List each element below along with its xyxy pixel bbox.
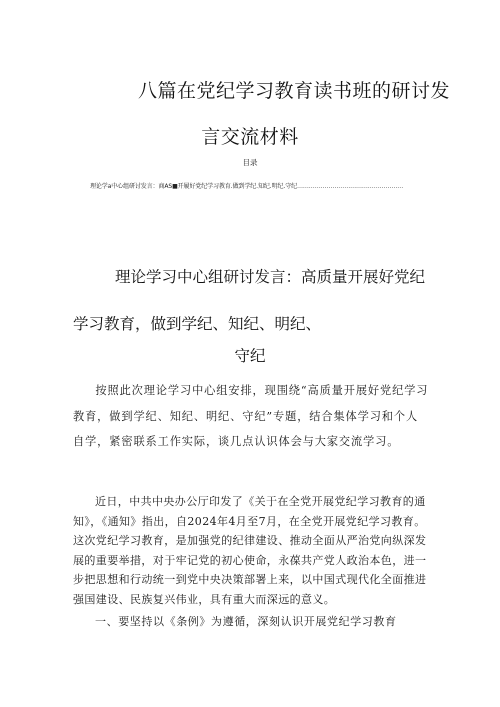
paragraph-point-one: 一、要坚持以《条例》为遵循，深刻认识开展党纪学习教育	[95, 615, 397, 628]
document-title-line-2: 言交流材料	[201, 126, 299, 148]
paragraph-body: 近日，中共中央办公厅印发了《关于在全党开展党纪学习教育的通知》，《通知》指出，自2024年4月至7月，在全党开展党纪学习教育。这次党纪学习教育，是加强党的纪律建设、推动全面从严治党向纵深发展的重要举措，对于牢记党的初心使命，永葆共产党人政治本色，进一步把思想和行动统一到党中央决策部署上来，以中国式现代化全面推进强国建设、民族复兴伟业，具有重大而深远的意义。	[73, 495, 427, 606]
section-title-line-2: 学习教育，做到学纪、知纪、明纪、	[73, 315, 322, 333]
toc-leader-dots: ………………………………………………	[297, 183, 404, 190]
paragraph-intro: 按照此次理论学习中心组安排，现围绕“高质量开展好党纪学习教育，做到学纪、知纪、明纪、守纪”专题，结合集体学习和个人自学，紧密联系工作实际，谈几点认识体会与大家交流学习。	[73, 384, 429, 448]
section-title-line-1: 理论学习中心组研讨发言：高质量开展好党纪	[115, 268, 426, 286]
document-title-line-1: 八篇在党纪学习教育读书班的研讨发	[138, 80, 451, 102]
toc-heading: 目录	[242, 158, 258, 167]
toc-entry-text: 理论学a中心组研讨发言：商AS■开履好党纪学习教育.做到学纪.知纪.明纪.守纪	[90, 183, 297, 190]
section-title-line-3: 守纪	[234, 347, 266, 365]
toc-entry[interactable]	[90, 181, 420, 190]
